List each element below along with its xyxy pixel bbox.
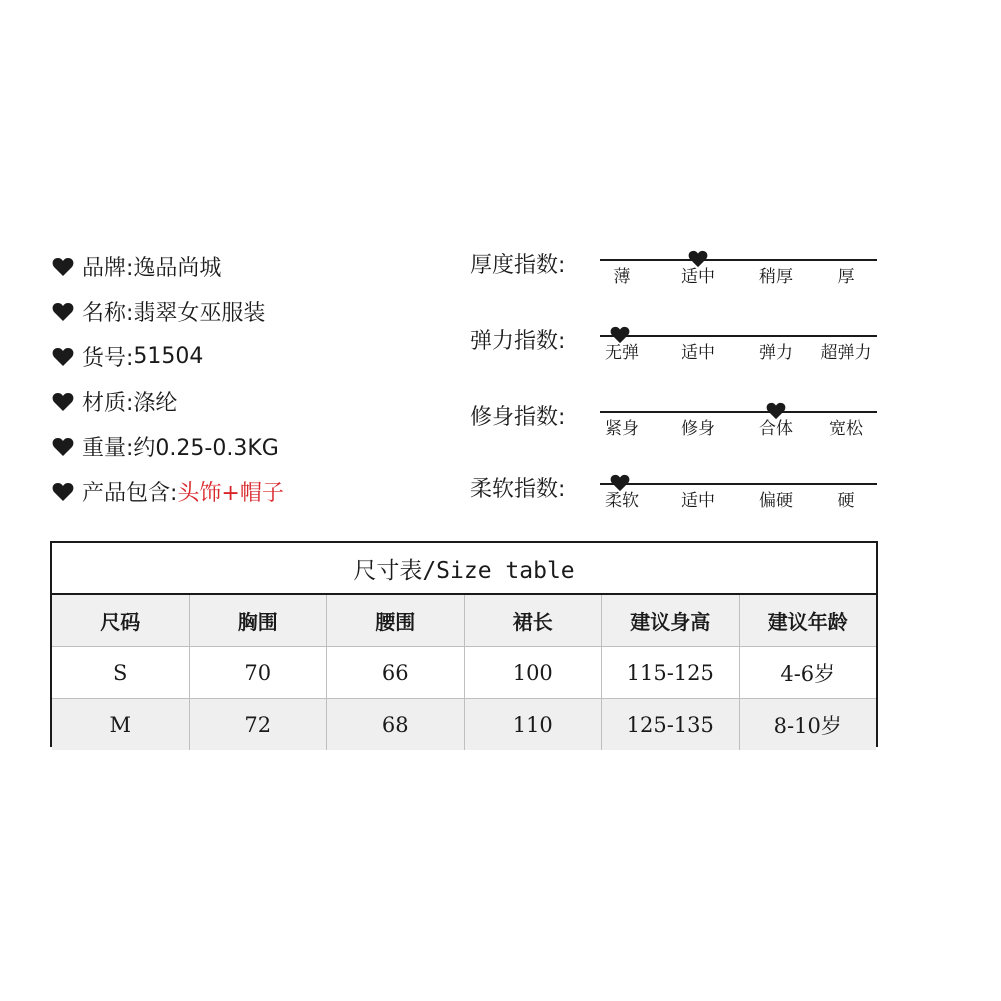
scale-line — [600, 411, 877, 413]
scale-title: 柔软指数: — [470, 477, 566, 502]
info-item-sku — [52, 334, 452, 379]
scale-title: 厚度指数: — [470, 253, 566, 278]
scale-title: 修身指数: — [470, 405, 566, 430]
thickness-scale — [470, 248, 880, 308]
table-cell: 115-125 — [602, 647, 740, 698]
size-table — [50, 541, 878, 747]
table-cell: 68 — [327, 699, 465, 750]
column-header: 胸围 — [190, 595, 328, 646]
softness-scale — [470, 472, 880, 532]
info-value: 51504 — [133, 344, 204, 369]
scale-option: 修身 — [681, 419, 715, 439]
elasticity-scale — [470, 324, 880, 384]
table-row — [52, 647, 876, 698]
scale-line — [600, 335, 877, 337]
scale-option: 无弹 — [605, 343, 639, 363]
table-cell: 125-135 — [602, 699, 740, 750]
scale-option: 厚 — [837, 267, 855, 287]
heart-icon — [52, 482, 74, 502]
table-cell: 72 — [190, 699, 328, 750]
column-header: 腰围 — [327, 595, 465, 646]
info-value: 翡翠女巫服装 — [133, 301, 266, 326]
table-cell: 8-10岁 — [773, 713, 842, 738]
scale-option: 柔软 — [605, 491, 639, 511]
table-cell: 70 — [190, 647, 328, 698]
fit-scale — [470, 400, 880, 460]
scale-option: 适中 — [681, 343, 715, 363]
scale-option: 弹力 — [759, 343, 793, 363]
product-info-list — [52, 244, 452, 514]
info-item-material — [52, 379, 452, 424]
scale-option: 适中 — [681, 491, 715, 511]
info-item-contents — [52, 469, 452, 514]
column-header: 尺码 — [52, 595, 190, 646]
scale-option: 硬 — [837, 491, 855, 511]
info-item-brand — [52, 244, 452, 289]
scale-option: 超弹力 — [820, 343, 872, 363]
scale-option: 薄 — [613, 267, 631, 287]
scale-option: 偏硬 — [759, 491, 793, 511]
column-header: 建议身高 — [602, 595, 740, 646]
table-cell: 4-6岁 — [780, 661, 836, 686]
scale-option: 紧身 — [605, 419, 639, 439]
column-header: 裙长 — [465, 595, 603, 646]
info-label: 产品包含: — [82, 481, 178, 506]
size-table-title: 尺寸表/Size table — [52, 543, 876, 595]
info-value: 约0.25-0.3KG — [133, 436, 279, 461]
info-value: 逸品尚城 — [133, 256, 222, 281]
heart-icon — [52, 302, 74, 322]
scale-line — [600, 259, 877, 261]
info-label: 品牌: — [82, 256, 134, 281]
table-cell: 110 — [465, 699, 603, 750]
scale-option: 稍厚 — [759, 267, 793, 287]
table-cell: 100 — [465, 647, 603, 698]
column-header: 建议年龄 — [767, 610, 848, 634]
scale-line — [600, 483, 877, 485]
info-value: 头饰+帽子 — [177, 481, 284, 506]
table-cell: 66 — [327, 647, 465, 698]
table-row — [52, 698, 876, 750]
table-header-row — [52, 595, 876, 647]
scale-option: 宽松 — [829, 419, 863, 439]
scale-option: 适中 — [681, 267, 715, 287]
info-label: 重量: — [82, 436, 134, 461]
heart-icon — [52, 347, 74, 367]
scale-title: 弹力指数: — [470, 329, 566, 354]
info-label: 材质: — [82, 391, 134, 416]
info-value: 涤纶 — [133, 391, 178, 416]
info-label: 货号: — [82, 346, 134, 371]
info-item-name — [52, 289, 452, 334]
info-label: 名称: — [82, 301, 134, 326]
scale-option: 合体 — [759, 419, 793, 439]
heart-icon — [52, 392, 74, 412]
table-cell: S — [52, 647, 190, 698]
info-item-weight — [52, 424, 452, 469]
table-cell: M — [52, 699, 190, 750]
heart-icon — [52, 437, 74, 457]
heart-icon — [52, 257, 74, 277]
